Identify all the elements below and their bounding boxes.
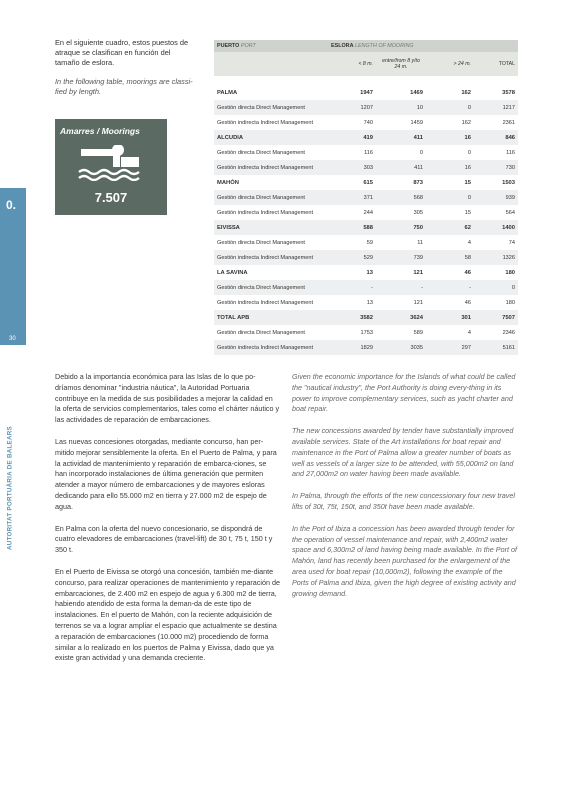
row-value: 46: [464, 269, 471, 276]
table-row: [214, 310, 518, 325]
row-value: 873: [413, 179, 423, 186]
row-value: 589: [413, 329, 423, 336]
row-value: 116: [506, 149, 516, 156]
row-value: 0: [419, 149, 423, 156]
row-label: MAHÓN: [217, 179, 239, 186]
intro-en: In the following table, moorings are classi-fied by length.: [55, 77, 193, 96]
row-value: 411: [376, 130, 426, 145]
table-row: [214, 100, 518, 115]
moorings-title: Amarres / Moorings: [60, 126, 140, 136]
header-port-cell: [214, 40, 328, 52]
row-value: 62: [426, 220, 474, 235]
row-value: 74: [508, 239, 516, 246]
body-paragraph: Given the economic importance for the Islands of what could be called the "nautical industry", the Port Authority is doing every-thing in its power to improve complementary services, such as yacht charter and boat repair.: [292, 372, 516, 414]
body-paragraph: In Palma, through the efforts of the new concessionary four new travel lifts of 30t, 75t, 150t, and 350t have been made available.: [292, 491, 515, 511]
row-value: 16: [426, 160, 474, 175]
row-value: 1753: [360, 329, 373, 336]
row-label: ALCUDIA: [214, 130, 328, 145]
body-text-english: [292, 372, 518, 610]
row-value: 371: [328, 190, 376, 205]
table-row: [214, 325, 518, 340]
row-value: 59: [366, 239, 373, 246]
header-eslora-en: LENGTH OF MOORING: [354, 43, 414, 49]
table-row: [214, 280, 518, 295]
table-row: [214, 340, 518, 355]
row-value: 0: [474, 280, 518, 295]
row-value: 297: [426, 340, 474, 355]
row-value: 301: [426, 310, 474, 325]
body-paragraph: The new concessions awarded by tender have substantially improved available services. State of the Art installations for boat repair and maintenance in the Port of Palma allow a greater number of boats as well as vessels of a larger size to be attended, with 55,000m2 on land and 27,000m2 on water having been made available.: [292, 426, 514, 479]
table-row: [214, 115, 518, 130]
row-label: Gestión indirecta Indirect Management: [217, 299, 314, 306]
subheader-lt8: < 8 m.: [328, 52, 376, 76]
header-port: PUERTO: [217, 43, 240, 49]
row-value: 411: [376, 160, 426, 175]
row-label: Gestión indirecta Indirect Management: [214, 250, 328, 265]
moorings-total-value: 7.507: [94, 190, 128, 205]
row-value: 4: [467, 239, 471, 246]
row-value: -: [328, 280, 376, 295]
row-value: 303: [328, 160, 376, 175]
row-label: Gestión indirecta Indirect Management: [214, 160, 328, 175]
row-value: 116: [364, 149, 373, 156]
row-label: Gestión directa Direct Management: [214, 100, 328, 115]
row-value: 615: [363, 179, 373, 186]
row-value: 121: [413, 269, 423, 276]
row-value: 419: [328, 130, 376, 145]
table-row: [214, 235, 518, 250]
row-value: 0: [467, 149, 471, 156]
subheader-total: TOTAL: [474, 52, 518, 76]
row-value: 121: [413, 299, 423, 306]
row-label: PALMA: [217, 89, 238, 96]
row-value: 305: [413, 209, 423, 216]
body-paragraph: Debido a la importancia económica para las Islas de lo que po-dríamos denominar "industria náutica", la Autoridad Portuaria contribuye en la medida de sus posibilidades a mejorar la calidad en la oferta de servicios complementarios, tales como el chárter náutico y las actividades de reparación de embarcaciones.: [55, 372, 280, 425]
table-row: [214, 175, 518, 190]
row-value: 162: [461, 119, 471, 126]
row-value: 739: [376, 250, 426, 265]
body-text-spanish: [55, 372, 280, 675]
row-value: 58: [426, 250, 474, 265]
row-value: 16: [426, 130, 474, 145]
table-row: [214, 295, 518, 310]
row-value: 846: [474, 130, 518, 145]
chapter-number: 0.: [6, 198, 17, 212]
row-value: 529: [328, 250, 376, 265]
table-header-row: [214, 40, 518, 52]
row-label: Gestión directa Direct Management: [217, 149, 305, 156]
row-value: 244: [363, 209, 373, 216]
body-paragraph: Las nuevas concesiones otorgadas, mediante concurso, han per-mitido mejorar sensiblemente la oferta. En el Puerto de Palma, y para la actividad de mantenimiento y reparación de embarca-ciones, se han incorporado instalaciones de última generación que permiten atender a mayor número de embarcaciones y de mayores esloras dedicando para ello 55.000 m2 en tierra y 27.000 m2 de espejo de agua.: [55, 436, 277, 511]
row-value: 15: [464, 179, 471, 186]
row-value: 5161: [474, 340, 518, 355]
row-value: -: [376, 280, 426, 295]
row-value: 180: [505, 299, 516, 306]
row-value: 162: [461, 89, 471, 96]
publisher-vertical-label: AUTORITAT PORTUÀRIA DE BALEARS: [6, 426, 14, 550]
table-row: [214, 85, 518, 100]
table-row: [214, 265, 518, 280]
row-value: 1217: [474, 100, 518, 115]
row-value: 740: [363, 119, 373, 126]
row-value: 1947: [360, 89, 373, 96]
row-label: Gestión directa Direct Management: [217, 239, 305, 246]
row-value: 730: [474, 160, 518, 175]
row-label: LA SAVINA: [217, 269, 248, 276]
table-row: [214, 190, 518, 205]
row-label: Gestión indirecta Indirect Management: [217, 119, 314, 126]
body-paragraph: En Palma con la oferta del nuevo concesionario, se dispondrá de cuatro elevadores de embarcaciones (travel-lift) de 30 t, 75 t, 150 t y 350 t.: [55, 523, 273, 555]
row-value: 750: [376, 220, 426, 235]
row-value: 46: [464, 299, 471, 306]
row-value: 11: [417, 239, 423, 246]
row-label: Gestión directa Direct Management: [217, 329, 305, 336]
header-eslora-cell: [328, 40, 518, 52]
row-value: 3582: [328, 310, 376, 325]
page-number: 30: [9, 336, 16, 342]
subheader-gt24: > 24 m.: [426, 52, 474, 76]
row-value: 1503: [502, 179, 516, 186]
row-value: 2346: [502, 329, 516, 336]
row-value: 3578: [502, 89, 516, 96]
subheader-8-24: entre/from 8 y/to 24 m.: [376, 52, 426, 76]
row-value: 1207: [328, 100, 376, 115]
row-value: 0: [426, 100, 474, 115]
row-label: Gestión indirecta Indirect Management: [214, 340, 328, 355]
row-label: Gestión indirecta Indirect Management: [217, 209, 314, 216]
moorings-table: [214, 40, 518, 355]
table-row: [214, 160, 518, 175]
header-port-en: PORT: [240, 43, 256, 49]
table-subheader-row: [214, 52, 518, 76]
intro-text: [55, 38, 195, 106]
row-label: Gestión directa Direct Management: [214, 280, 328, 295]
crane-water-icon: [77, 145, 145, 181]
body-paragraph: In the Port of Ibiza a concession has been awarded through tender for the operation of vessel maintenance and repair, with 2,400m2 water space and 6,300m2 of land having being made available. In the Port of Mahón, land has recently been purchased for the enlargement of the area used for boat repair (10,000m2), following the example of the Ports of Palma and Ibiza, given the high degree of existing activity and growing demand.: [292, 523, 517, 598]
row-value: 1459: [410, 119, 423, 126]
row-value: 7507: [474, 310, 518, 325]
row-value: 1326: [474, 250, 518, 265]
table-row: [214, 250, 518, 265]
row-value: 4: [467, 329, 471, 336]
row-value: 939: [474, 190, 518, 205]
row-value: 15: [464, 209, 471, 216]
row-value: 2361: [502, 119, 516, 126]
table-row: [214, 130, 518, 145]
moorings-summary-box: [55, 119, 167, 215]
row-value: 0: [426, 190, 474, 205]
row-value: -: [426, 280, 474, 295]
row-value: 180: [505, 269, 516, 276]
intro-es: En el siguiente cuadro, estos puestos de atraque se clasifican en función del tamaño de eslora.: [55, 38, 189, 67]
row-value: 1400: [474, 220, 518, 235]
table-row: [214, 205, 518, 220]
table-row: [214, 220, 518, 235]
body-paragraph: En el Puerto de Eivissa se otorgó una concesión, también me-diante concurso, para realizar operaciones de mantenimiento y reparación de embarcaciones, de 2.400 m2 en espejo de agua y 6.300 m2 de tierra, habiendo atendido de esta forma la deman-da de este tipo de instalaciones. En el puerto de Mahón, con la reciente adquisición de terrenos se va a lograr ampliar el espacio que actualmente se destina a reparación de embarcaciones (10.000 m2) procediendo de forma similar a lo realizado en los puertos de Palma y Eivissa, dado que ya existe gran actividad y una demanda creciente.: [55, 566, 280, 663]
row-value: 13: [366, 299, 373, 306]
header-eslora: ESLORA: [331, 43, 354, 49]
row-value: 3035: [376, 340, 426, 355]
row-value: 13: [366, 269, 373, 276]
row-value: 10: [376, 100, 426, 115]
row-value: 588: [328, 220, 376, 235]
table-row: [214, 145, 518, 160]
row-value: 3624: [376, 310, 426, 325]
row-value: 568: [376, 190, 426, 205]
row-value: 1469: [410, 89, 423, 96]
row-value: 564: [505, 209, 516, 216]
row-value: 1829: [328, 340, 376, 355]
row-label: TOTAL APB: [214, 310, 328, 325]
row-label: Gestión directa Direct Management: [214, 190, 328, 205]
row-label: EIVISSA: [214, 220, 328, 235]
